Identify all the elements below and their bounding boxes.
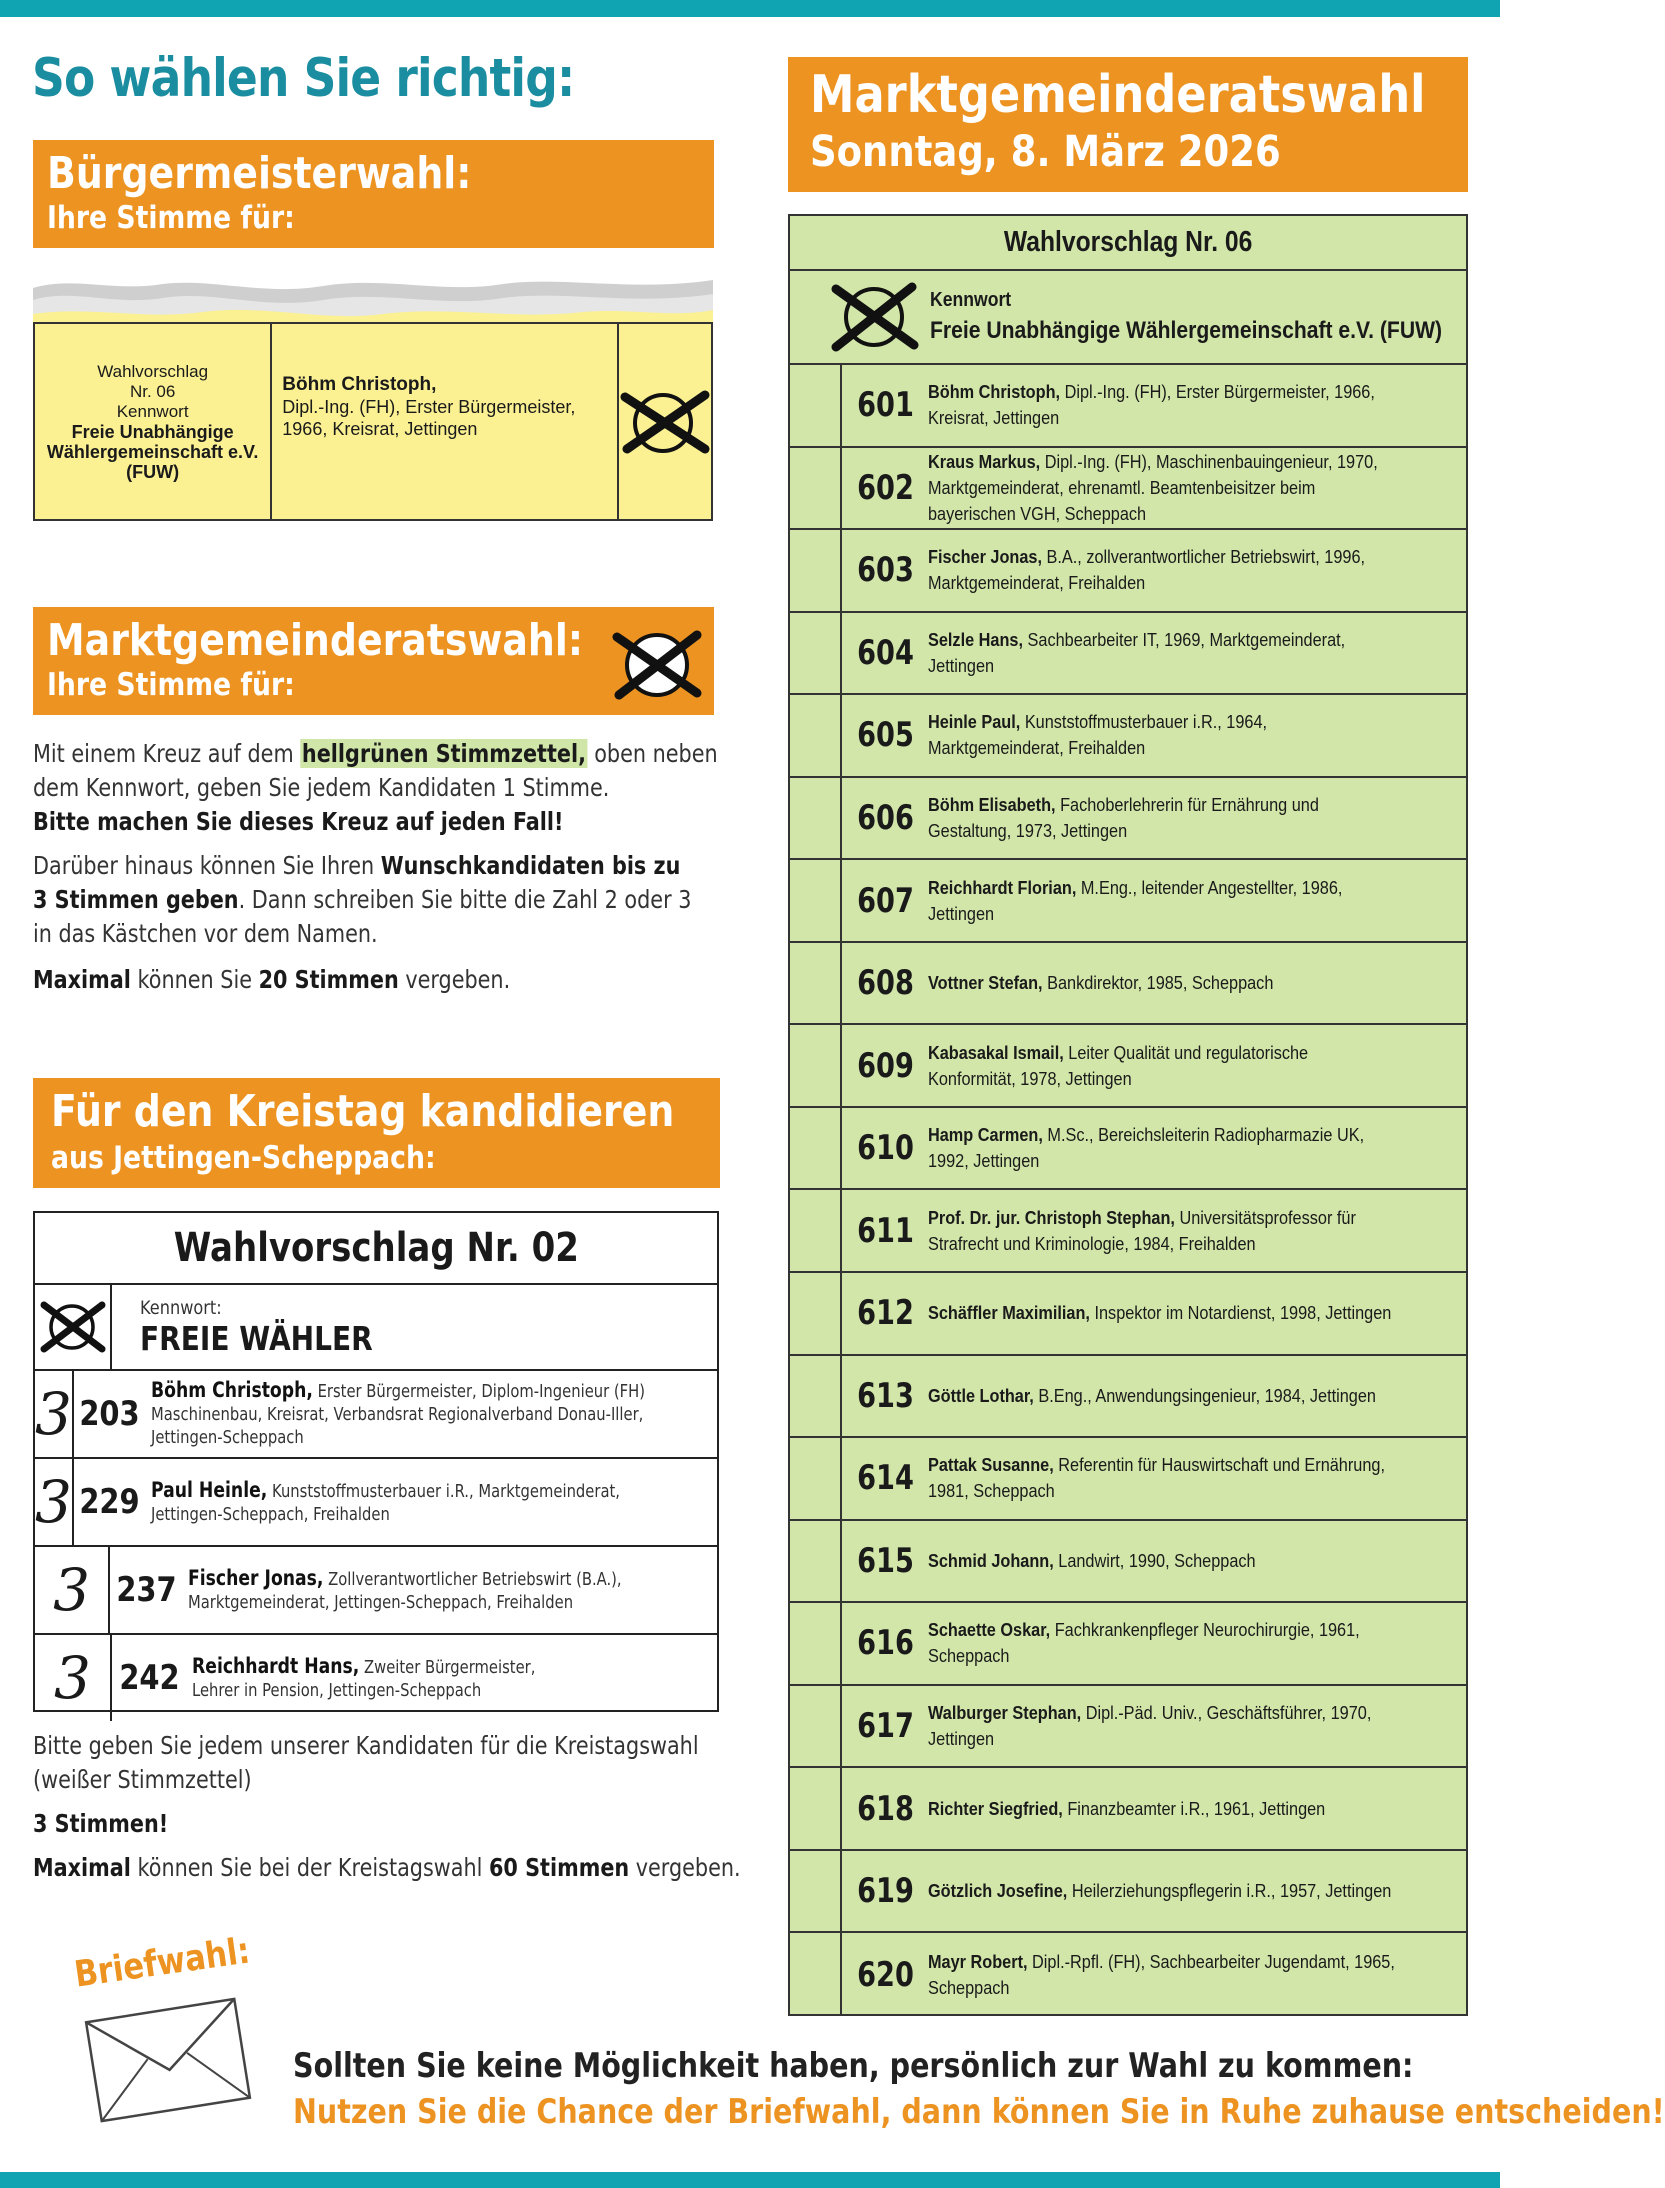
candidate-text: Heinle Paul, Kunststoffmusterbauer i.R., 1964, Marktgemeinderat, Freihalden — [928, 711, 1268, 759]
instruction-line: Bitte geben Sie jedem unserer Kandidaten für die Kreistagswahl — [33, 1731, 699, 1760]
candidate-number: 237 — [115, 1570, 177, 1610]
kreistag-title: Für den Kreistag kandidieren — [51, 1086, 675, 1137]
mgw-candidate-row — [790, 1933, 1466, 2016]
candidate-text: Böhm Elisabeth, Fachoberlehrerin für Ernährung und Gestaltung, 1973, Jettingen — [928, 794, 1319, 841]
party-line: (FUW) — [126, 461, 180, 482]
mgw-candidate-row — [790, 1768, 1466, 1851]
candidate-number: 229 — [79, 1482, 140, 1522]
candidate-number: 614 — [856, 1458, 914, 1499]
vote-box[interactable] — [790, 448, 842, 529]
vote-count-mark: 3 — [35, 1371, 74, 1457]
candidate-text: Hamp Carmen, M.Sc., Bereichsleiterin Radiopharmazie UK, 1992, Jettingen — [928, 1124, 1365, 1172]
kreistag-header — [33, 1078, 720, 1188]
candidate-text: Reichhardt Florian, M.Eng., leitender Angestellter, 1986, Jettingen — [928, 876, 1343, 924]
cross-mark-icon — [828, 279, 920, 353]
briefwahl-label: Briefwahl: — [72, 1930, 253, 1996]
mgw-candidate-row — [790, 1851, 1466, 1934]
party-line: Kennwort — [116, 401, 189, 421]
candidate-text: Prof. Dr. jur. Christoph Stephan, Universitätsprofessor für Strafrecht und Kriminologie, 1984, Freihalden — [928, 1206, 1356, 1254]
candidate-text: Schaette Oskar, Fachkrankenpfleger Neurochirurgie, 1961, Scheppach — [928, 1619, 1360, 1667]
party-line: Wählergemeinschaft e.V. — [46, 441, 259, 462]
candidate-text: Selzle Hans, Sachbearbeiter IT, 1969, Marktgemeinderat, Jettingen — [928, 628, 1346, 676]
vote-box[interactable] — [790, 1933, 842, 2016]
mgw-ballot-head: Wahlvorschlag Nr. 06 — [790, 216, 1466, 271]
candidate-number: 601 — [856, 385, 914, 426]
candidate-number: 618 — [856, 1788, 914, 1829]
mgw-kennwort-row — [790, 271, 1466, 365]
kreistag-kennwort — [112, 1285, 414, 1369]
mgw-candidate-row — [790, 1025, 1466, 1108]
candidate-text: Böhm Christoph, Erster Bürgermeister, Diplom-Ingenieur (FH) Maschinenbau, Kreisrat, Verbandsrat Regionalverband Donau-Iller, Jettingen-Scheppach — [150, 1378, 645, 1448]
candidate-number: 612 — [856, 1293, 914, 1334]
candidate-detail: Dipl.-Ing. (FH), Erster Bürgermeister, — [282, 396, 576, 417]
mgw-candidate-row — [790, 530, 1466, 613]
candidate-number: 615 — [856, 1540, 914, 1581]
mgw-instructions — [33, 737, 718, 997]
mgw-candidate-row — [790, 1603, 1466, 1686]
bottom-accent-bar — [0, 2172, 1500, 2188]
ballot-party-cell — [35, 324, 272, 519]
kreistag-candidate-row — [35, 1547, 717, 1635]
torn-paper-edge — [33, 270, 713, 326]
kreistag-candidate-row — [35, 1635, 717, 1721]
mgw-right-title: Marktgemeinderatswahl — [810, 65, 1426, 125]
mgw-kennwort-text — [930, 285, 1442, 347]
kreistag-instructions — [33, 1729, 741, 1885]
mgw-candidate-list — [790, 365, 1466, 2016]
kreistag-candidate-row — [35, 1371, 717, 1459]
vote-box[interactable] — [790, 1521, 842, 1602]
mgw-left-subtitle: Ihre Stimme für: — [47, 667, 295, 703]
instruction-line: 3 Stimmen geben. Dann schreiben Sie bitte die Zahl 2 oder 3 — [33, 885, 692, 914]
instruction-line: Maximal können Sie bei der Kreistagswahl 60 Stimmen vergeben. — [33, 1853, 741, 1882]
vote-box[interactable] — [790, 613, 842, 694]
highlight-green-ballot: hellgrünen Stimmzettel, — [301, 739, 586, 768]
vote-box[interactable] — [790, 1851, 842, 1932]
kreistag-ballot-head: Wahlvorschlag Nr. 02 — [35, 1213, 717, 1285]
mgw-left-title: Marktgemeinderatswahl: — [47, 615, 583, 666]
candidate-text: Schäffler Maximilian, Inspektor im Notardienst, 1998, Jettingen — [928, 1302, 1392, 1324]
candidate-number: 606 — [856, 798, 914, 838]
mgw-right-header — [788, 57, 1468, 192]
candidate-number: 616 — [856, 1623, 914, 1664]
kreistag-candidate-row — [35, 1459, 717, 1547]
cross-mark-icon — [611, 627, 703, 703]
party-line: Nr. 06 — [129, 381, 176, 401]
instruction-line: Bitte machen Sie dieses Kreuz auf jeden Fall! — [33, 807, 564, 836]
candidate-number: 617 — [856, 1706, 914, 1747]
vote-box[interactable] — [790, 695, 842, 776]
mgw-left-header — [33, 607, 714, 715]
mgw-candidate-row — [790, 1438, 1466, 1521]
candidate-text: Richter Siegfried, Finanzbeamter i.R., 1961, Jettingen — [928, 1797, 1326, 1819]
mgw-candidate-row — [790, 1190, 1466, 1273]
candidate-number: 619 — [856, 1871, 914, 1912]
mgw-candidate-row — [790, 1356, 1466, 1439]
candidate-number: 242 — [118, 1658, 180, 1698]
envelope-icon — [78, 1990, 258, 2130]
candidate-text: Fischer Jonas, B.A., zollverantwortlicher Betriebswirt, 1996, Marktgemeinderat, Freihalden — [928, 546, 1366, 594]
buergermeister-header — [33, 140, 714, 248]
party-line: Freie Unabhängige — [71, 421, 234, 442]
candidate-number: 203 — [79, 1394, 140, 1434]
mgw-candidate-row — [790, 1686, 1466, 1769]
buergermeister-ballot — [33, 322, 713, 521]
mgw-right-subtitle: Sonntag, 8. März 2026 — [810, 127, 1281, 177]
vote-box[interactable] — [790, 1108, 842, 1189]
instruction-line: in das Kästchen vor dem Namen. — [33, 919, 378, 948]
ballot-mark-cell — [619, 324, 711, 519]
cross-mark-icon — [40, 1299, 106, 1355]
vote-box[interactable] — [790, 530, 842, 611]
candidate-number: 609 — [856, 1045, 914, 1086]
candidate-detail: 1966, Kreisrat, Jettingen — [282, 418, 478, 439]
candidate-text: Pattak Susanne, Referentin für Hauswirtschaft und Ernährung, 1981, Scheppach — [928, 1454, 1385, 1502]
mgw-candidate-row — [790, 613, 1466, 696]
candidate-text: Walburger Stephan, Dipl.-Päd. Univ., Geschäftsführer, 1970, Jettingen — [928, 1702, 1372, 1750]
candidate-number: 605 — [856, 715, 914, 756]
candidate-text: Fischer Jonas, Zollverantwortlicher Betriebswirt (B.A.), Marktgemeinderat, Jettingen-Scheppach, Freihalden — [188, 1565, 622, 1613]
kreistag-mark-cell — [35, 1285, 112, 1369]
vote-count-mark: 3 — [35, 1459, 74, 1545]
kennwort-label: Kennwort — [930, 289, 1012, 311]
vote-box[interactable] — [790, 1025, 842, 1106]
candidate-number: 607 — [856, 880, 914, 921]
kreistag-subtitle: aus Jettingen-Scheppach: — [51, 1140, 436, 1176]
briefwahl-line2: Nutzen Sie die Chance der Briefwahl, dann können Sie in Ruhe zuhause entscheiden! — [293, 2092, 1665, 2132]
instruction-line: (weißer Stimmzettel) — [33, 1765, 252, 1794]
vote-box[interactable] — [790, 1603, 842, 1684]
candidate-text: Reichhardt Hans, Zweiter Bürgermeister, Lehrer in Pension, Jettingen-Scheppach — [192, 1653, 536, 1701]
page-title: So wählen Sie richtig: — [32, 48, 575, 109]
mgw-candidate-row — [790, 1108, 1466, 1191]
candidate-text: Kraus Markus, Dipl.-Ing. (FH), Maschinenbauingenieur, 1970, Marktgemeinderat, ehrenamtl. Beamtenbeisitzer beim bayerischen VGH, Scheppach — [928, 450, 1378, 524]
candidate-number: 611 — [856, 1210, 914, 1251]
mgw-candidate-row — [790, 1273, 1466, 1356]
candidate-text: Göttle Lothar, B.Eng., Anwendungsingenieur, 1984, Jettingen — [928, 1384, 1376, 1406]
vote-box[interactable] — [790, 778, 842, 859]
ballot-candidate-cell — [272, 324, 619, 519]
mgw-candidate-row — [790, 695, 1466, 778]
vote-box[interactable] — [790, 860, 842, 941]
buergermeister-title: Bürgermeisterwahl: — [47, 148, 472, 199]
vote-box[interactable] — [790, 1686, 842, 1767]
mgw-candidate-row — [790, 860, 1466, 943]
candidate-number: 603 — [856, 550, 914, 591]
instruction-line: dem Kennwort, geben Sie jedem Kandidaten 1 Stimme. — [33, 773, 610, 802]
candidate-text: Mayr Robert, Dipl.-Rpfl. (FH), Sachbearbeiter Jugendamt, 1965, Scheppach — [928, 1950, 1395, 1998]
candidate-text: Kabasakal Ismail, Leiter Qualität und regulatorische Konformität, 1978, Jettingen — [928, 1041, 1309, 1089]
instruction-line: 3 Stimmen! — [33, 1809, 169, 1838]
party-line: Wahlvorschlag — [97, 361, 209, 381]
buergermeister-subtitle: Ihre Stimme für: — [47, 200, 295, 236]
mgw-candidate-row — [790, 1521, 1466, 1604]
vote-box[interactable] — [790, 943, 842, 1024]
candidate-text: Götzlich Josefine, Heilerziehungspflegerin i.R., 1957, Jettingen — [928, 1880, 1392, 1902]
top-accent-bar — [0, 0, 1500, 17]
instruction-line: Darüber hinaus können Sie Ihren Wunschkandidaten bis zu — [33, 851, 681, 880]
mgw-candidate-row — [790, 943, 1466, 1026]
vote-box[interactable] — [790, 1273, 842, 1354]
vote-box[interactable] — [790, 1356, 842, 1437]
kennwort-value: FREIE WÄHLER — [140, 1318, 373, 1358]
candidate-number: 610 — [856, 1128, 914, 1169]
kennwort-label: Kennwort: — [140, 1296, 222, 1319]
briefwahl-line1: Sollten Sie keine Möglichkeit haben, persönlich zur Wahl zu kommen: — [293, 2046, 1414, 2086]
cross-mark-icon — [619, 389, 711, 455]
instruction-line: Maximal können Sie 20 Stimmen vergeben. — [33, 965, 511, 994]
candidate-text: Böhm Christoph, Dipl.-Ing. (FH), Erster Bürgermeister, 1966, Kreisrat, Jettingen — [928, 381, 1375, 429]
kreistag-ballot — [33, 1211, 719, 1712]
instruction-line: Mit einem Kreuz auf dem hellgrünen Stimmzettel, oben neben — [33, 739, 718, 768]
kreistag-kennwort-row — [35, 1285, 717, 1371]
candidate-number: 613 — [856, 1375, 914, 1416]
mgw-ballot — [788, 214, 1468, 2016]
candidate-number: 608 — [856, 963, 914, 1004]
vote-box[interactable] — [790, 365, 842, 446]
candidate-number: 602 — [856, 467, 914, 508]
candidate-name: Böhm Christoph, — [282, 373, 437, 395]
candidate-text: Vottner Stefan, Bankdirektor, 1985, Scheppach — [928, 972, 1274, 994]
vote-box[interactable] — [790, 1438, 842, 1519]
vote-box[interactable] — [790, 1190, 842, 1271]
vote-box[interactable] — [790, 1768, 842, 1849]
mgw-candidate-row — [790, 778, 1466, 861]
kennwort-value: Freie Unabhängige Wählergemeinschaft e.V. (FUW) — [930, 317, 1443, 344]
mgw-candidate-row — [790, 448, 1466, 531]
vote-count-mark: 3 — [35, 1635, 112, 1721]
vote-count-mark: 3 — [35, 1547, 110, 1633]
candidate-number: 620 — [856, 1954, 914, 1995]
mgw-candidate-row — [790, 365, 1466, 448]
candidate-text: Paul Heinle, Kunststoffmusterbauer i.R., Marktgemeinderat, Jettingen-Scheppach, Freihalden — [150, 1477, 620, 1525]
candidate-text: Schmid Johann, Landwirt, 1990, Scheppach — [928, 1549, 1256, 1571]
candidate-number: 604 — [856, 632, 914, 673]
